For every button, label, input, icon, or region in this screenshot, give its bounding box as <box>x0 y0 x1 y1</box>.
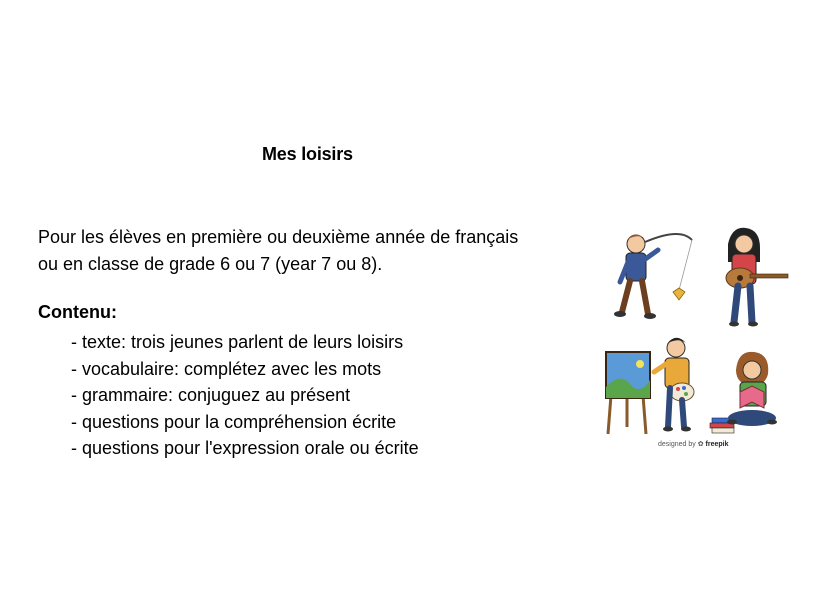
fishing-boy-icon <box>614 234 692 319</box>
intro-line-1: Pour les élèves en première ou deuxième année de français <box>38 227 519 247</box>
credit-brand: freepik <box>705 441 729 448</box>
list-item: - vocabulaire: complétez avec les mots <box>71 358 382 379</box>
reading-girl-icon <box>727 352 777 426</box>
guitar-girl-icon <box>726 228 788 327</box>
page-title: Mes loisirs <box>262 144 353 164</box>
hobbies-illustration <box>600 222 800 454</box>
painter-boy-icon <box>606 338 694 434</box>
contenu-heading: Contenu: <box>38 302 117 322</box>
list-item: - questions pour la compréhension écrite <box>71 411 397 432</box>
contenu-list <box>71 329 419 462</box>
freepik-logo-icon: ✿ <box>697 441 704 448</box>
list-item: - texte: trois jeunes parlent de leurs loisirs <box>71 332 404 352</box>
intro-line-2: ou en classe de grade 6 ou 7 (year 7 ou 8). <box>38 254 383 274</box>
image-credit <box>658 440 729 448</box>
list-item: - grammaire: conjuguez au présent <box>71 385 351 405</box>
intro-text <box>38 224 598 278</box>
credit-prefix: designed by <box>658 441 696 448</box>
list-item: - questions pour l'expression orale ou écrite <box>71 438 419 458</box>
